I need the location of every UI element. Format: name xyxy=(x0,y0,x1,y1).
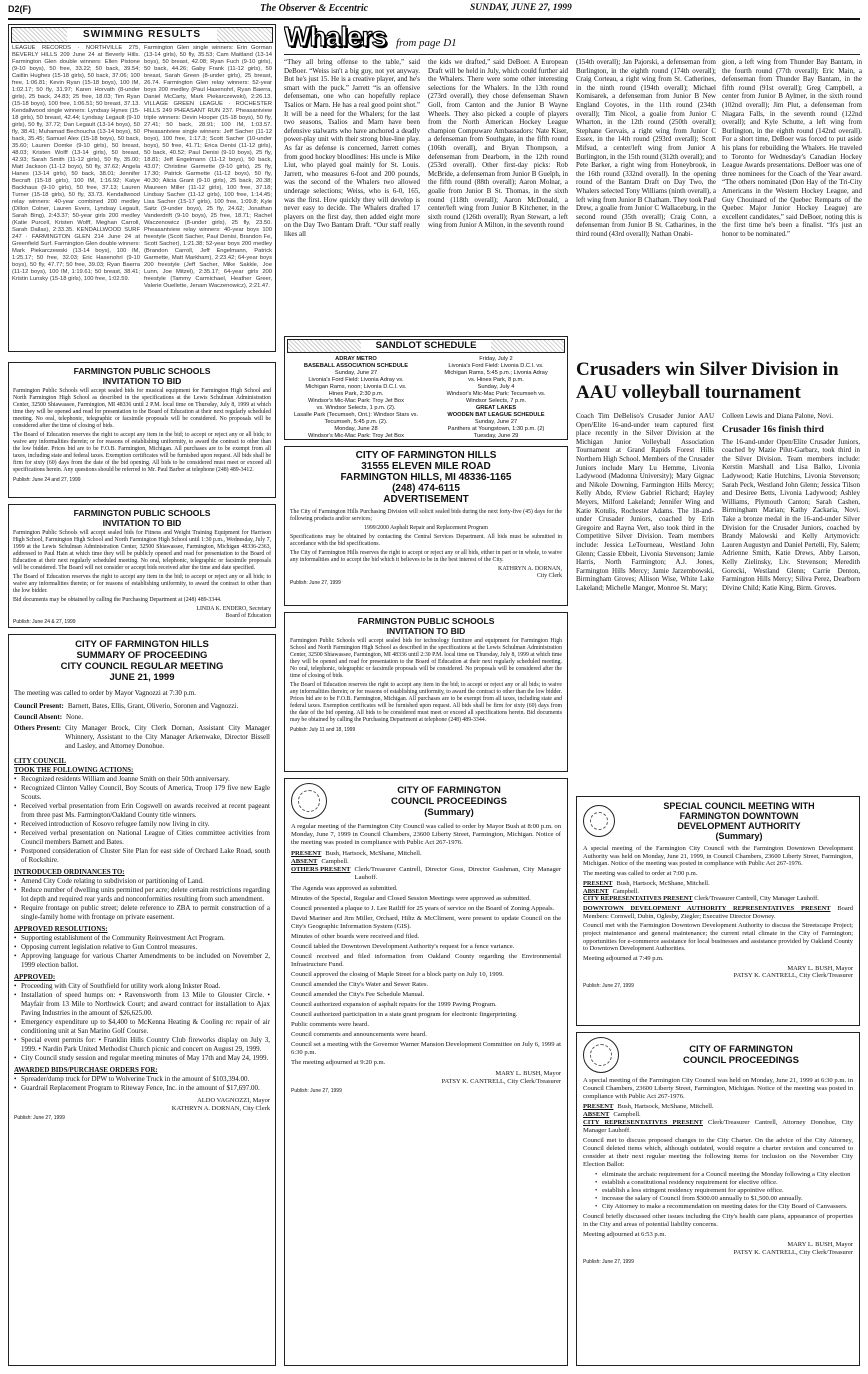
cfh-publish: Publish: June 27, 1999 xyxy=(290,580,341,586)
list-item: David Mariner and Jim Miller, Orchard, Hiltz & McCliment, were present to update Council on the City's Geographic Information System (GIS). xyxy=(291,915,561,930)
schedule-line: Panthers at Youngstown, 1:30 p.m. (2) xyxy=(447,426,545,432)
special-title-3: DEVELOPMENT AUTHORITY xyxy=(677,821,801,831)
special-paragraph-4: Meeting adjourned at 7:49 p.m. xyxy=(583,955,664,963)
list-item: • establish a less stringent residency requirement for appointive office. xyxy=(595,1187,853,1195)
list-item: • Approving language for various Charter Amendments to be included on November 2, 1999 election ballot. xyxy=(14,952,270,970)
farmington-council-proceedings xyxy=(576,1032,860,1366)
list-item: Council set a meeting with the Governor Warner Mansion Development Committee on July 6, 1999 at 6:30 p.m. xyxy=(291,1041,561,1056)
list-item: • Emergency expenditure up to $4,400 to McKenna Heating & Cooling re: repair of air conditioning unit at San Marino Golf Course. xyxy=(14,1018,270,1036)
list-item: • Reduce number of dwelling units permitted per acre; delete certain restrictions regarding lot depth and required rear yards and nonconformities resulting from such amendment. xyxy=(14,886,270,904)
list-item: The meeting adjourned at 9:20 p.m. xyxy=(291,1059,386,1066)
city-seal-icon xyxy=(583,1037,619,1073)
schedule-line: Windsor's Mic-Mac Park: Tecumseh vs. xyxy=(446,391,546,397)
ccp2-paragraph-1: A special meeting of the Farmington City Council was held on Monday, June 21, 1999 at 6:30 p.m. in Council Chambers, 23600 Liberty Street, Farmington, Michigan. Notice of the meeting was posted in compliance with Public Act 267-1976. xyxy=(583,1077,853,1100)
fps2-paragraph-1: Farmington Public Schools will accept sealed bids for Fitness and Weight Training Equipment for Harrison High School, Farmington High School and North Farmington High School until 1:30 p.m., Wednesday, July 7, 1999 at the Lewis Schulman Administration Center, 32500 Shiawassee, Farmington, Michigan 48336-2363, addressed to Paul Hain at which time they will be publicly opened and read for presentation to the Board of Education at their next regularly scheduled meeting. No oral, telephonic, telegraphic or facsimile proposals will be considered. The Board will not consider or accept bids received after the time and date specified. xyxy=(13,530,271,571)
ccp1-others-label: OTHERS PRESENT xyxy=(291,866,351,873)
fhp-intro-heading: INTRODUCED ORDINANCES TO: xyxy=(14,868,125,876)
schedule-line: vs. Windsor Selects, 1 p.m. (2). xyxy=(316,405,396,411)
cfh-signature xyxy=(290,566,562,580)
special-clerk: PATSY K. CANTRELL, City Clerk/Treasurer xyxy=(733,972,853,980)
sandlot-title-banner xyxy=(287,339,565,353)
list-item: Council authorized participation in a state grant program for electronic fingerprinting. xyxy=(291,1011,518,1018)
special-rep: Clerk/Treasurer Cantrell, City Manager Lauhoff. xyxy=(694,895,819,903)
fhp-took-heading: TOOK THE FOLLOWING ACTIONS: xyxy=(14,766,134,774)
schedule-heading: WOODEN BAT LEAGUE SCHEDULE xyxy=(447,412,545,418)
crusaders-column-1: Coach Tim DeBeliso's Crusader Junior AAU Open/Elite 16-and-under team captured first place recently in the Silver Division at the Michigan Junior Volleyball Association Tournament at Grand Rapids Forest Hills Northern High School. Members of the Crusader Juniors include Mary Lu Hemme, Livonia Ladywood (Madonna University); Mary Gignac and Nikole Downing, Farmington Hills Mercy; Kelly Abdo, R'view Gabriel Richard; Hayley Meyers, Milford Lakeland; Jennifer Wing and Katie Kotulis, Rochester Adams. The 18-and-under Crusader Juniors, coached by Erin Gregoire and Rayna Vert, also took third in the Competitive Silver Division. Team members include: Jessica LeTourneau, Westland John Glenn; Cassie Ebbeit, Livonia Stevenson; Jamie Harris, North Farmington; A.J. Jones, Farmington Hills Mercy; Jamie Jarzembowski, Birmingham Groves; Allison Wise, White Lake Lakeland; Michelle Manger, Monroe St. Mary; xyxy=(576,412,714,592)
special-title-1: SPECIAL COUNCIL MEETING WITH xyxy=(663,801,815,811)
ccp1-publish: Publish: June 27, 1999 xyxy=(291,1088,342,1094)
list-item: • City Council study session and regular meeting minutes of May 17th and May 24, 1999. xyxy=(14,1054,270,1063)
list-item: • eliminate the archaic requirement for a Council meeting the Monday following a City election xyxy=(595,1171,853,1179)
sandlot-right-column xyxy=(429,356,563,440)
fhp-ordinances-list xyxy=(14,877,270,922)
fps2-signer-title: Board of Education xyxy=(225,612,271,619)
farmington-council-proceedings-summary xyxy=(284,778,568,1366)
list-item: • establish a constitutional residency requirement for elective office. xyxy=(595,1179,853,1187)
schedule-line: Windsor Selects, 7 p.m. xyxy=(465,398,527,404)
swimming-title-banner xyxy=(11,27,273,43)
list-item: • Proceeding with City of Southfield for utility work along Inkster Road. xyxy=(14,982,270,991)
cfh-paragraph-3: The City of Farmington Hills reserves the right to accept or reject any or all bids, either in part or in whole, to waive any informalities and to accept the bid which it believes to be in the best interest of the City. xyxy=(290,550,562,563)
crusaders-column-2-body: The 16-and-under Open/Elite Crusader Juniors, coached by Mazie Pilut-Garbarz, took third in the Silver Division. Team members include: Kerstin Marshall and Lisa Balko, Livonia Ladywood; Katie Hutchins, Livonia Stevenson; Sarah Peck, Westland John Glenn; Jessica Tilson and Desiree Betts, Livonia Ladywood; Ashley Williams, Plymouth Canton; Sarah Cashen, Birmingham Marian; Kathy Zackaria, Novi. Take a bronze medal in the 16-and-under Silver Division for the Crusader Juniors, coached by Brandy Malowski and Kelly Artymovich: Lauren Augustyn and Daniel Pertelli, Fly, Salem; Adrienne Smith, Katie Drews, Abby Larson, Kelly Zielinsky, Liv. Stevenson; Meredith Gorecki, Westland Glenn; Carrie Denton, Farmington Hills Mercy; Siliva Perez, Dearborn Divine Child; Katie King, Birm. Groves. xyxy=(722,437,860,592)
list-item: • Received verbal presentation on National League of Cities committee activities from Council members Barnett and Bates. xyxy=(14,829,270,847)
fhp-others: City Manager Brock, City Clerk Dornan, Assistant City Manager Whinnery, Assistant to the City Manager Arkenwake, Director Bissell and Lasley, and Attorney Donohue. xyxy=(65,724,270,750)
list-item: Council amended the City's Water and Sewer Rates. xyxy=(291,981,429,988)
ccp1-others: Clerk/Treasurer Cantrell, Director Goss, Director Gushman, City Manager Lauhoff. xyxy=(354,866,561,881)
fps-fitness-bid-notice xyxy=(8,504,276,628)
sandlot-left-column xyxy=(289,356,423,440)
schedule-line: Sunday, June 27 xyxy=(474,419,518,425)
fps2-signature xyxy=(13,606,271,619)
crusaders-column-2-top: Colleen Lewis and Diana Palone, Novi. xyxy=(722,412,834,420)
ccp1-absent: Campbell. xyxy=(321,858,349,865)
schedule-line: Windsor's Mic-Mac Park: Troy Jet Box xyxy=(308,433,404,439)
fps3-paragraph-2: The Board of Education reserves the right to accept any item in the bid; to accept or reject any or all bids; to waive any informalities therein; or for reasons of establishing uniformity, to award the contract to other than the low bidder. Prices bid are to be F.O.B. Farmington, Michigan. All purchases are to be exempt from all taxes, including state and federal taxes. Exemption certificates will be furnished upon request. All bids shall be firm for sixty (60) days from the date of the bid opening. All bids to be considered must meet or exceed all specifications herein. Bid documents may be obtained by calling the Purchasing Department at telephone (248) 489-3344. xyxy=(290,682,562,723)
fhp-signature xyxy=(14,1097,270,1112)
ccp1-title-1: CITY OF FARMINGTON xyxy=(397,784,501,796)
schedule-line: Michigan Rams, noon; Livonia D.C.I. vs. xyxy=(305,384,407,390)
fps2-paragraph-3: Bid documents may be obtained by calling the Purchasing Department at (248) 489-3344. xyxy=(13,597,222,603)
fps2-paragraph-2: The Board of Education reserves the right to accept any item in the bid; to accept or reject any or all bids; to waive any informalities therein; or for reasons of establishing uniformity, to award the contract to other than the low bidder. xyxy=(13,574,271,594)
schedule-line: Lasalle Park (Tecumseh, Ont.): Windsor Stars vs. Tecumseh, 5:45 p.m. (2). xyxy=(293,412,419,425)
ccp2-mayor: MARY L. BUSH, Mayor xyxy=(787,1241,853,1248)
list-item: Council amended the City's Fee Schedule Manual. xyxy=(291,991,425,998)
fps2-signer: LINDA K. ENDERO, Secretary xyxy=(196,606,271,612)
list-item: • Require frontage on public street; delete reference to ZBA to permit construction of a single-family home with frontage on private easement. xyxy=(14,904,270,922)
special-council-meeting-notice xyxy=(576,796,860,1026)
list-item: Public comments were heard. xyxy=(291,1021,370,1028)
fps1-subtitle: INVITATION TO BID xyxy=(102,376,182,386)
swimming-results-box xyxy=(8,24,276,352)
fhp-present-label: Council Present: xyxy=(14,702,64,710)
cfh-signer: KATHRYN A. DORNAN, xyxy=(497,566,562,572)
ccp2-rep-label: CITY REPRESENTATIVES PRESENT xyxy=(583,1119,703,1126)
cfh-ad-label: ADVERTISEMENT xyxy=(383,494,469,505)
list-item: • Received verbal presentation from Erin Cogswell on awards received at recent pageant from three past Ms. Farmington/Oakland County title winners. xyxy=(14,802,270,820)
list-item: Council presented a plaque to J. Lee Ratliff for 25 years of service on the Board of Zoning Appeals. xyxy=(291,905,555,912)
schedule-line: Sunday, June 27 xyxy=(334,370,378,376)
list-item: Council comments and announcements were heard. xyxy=(291,1031,427,1038)
special-paragraph-3: Council met with the Farmington Downtown Development Authority to discuss the Streetscape Project; project maintenance and general maintenance; the current retail climate in the City of Farmington; opportunities for e-commerce assistance for local businesses and assistance provided by Oakland County to Downtown Development Authorities. xyxy=(583,922,853,953)
fhp-mayor: ALDO VAGNOZZI, Mayor xyxy=(197,1097,270,1104)
fhp-res-heading: APPROVED RESOLUTIONS: xyxy=(14,925,108,933)
list-item: Minutes of the Special, Regular and Closed Session Meetings were approved as submitted. xyxy=(291,895,531,902)
fps1-paragraph-2: The Board of Education reserves the right to accept any item in the bid; to accept or reject any or all bids; to waive any informalities therein; or for reasons of establishing uniformity, to award the contract to other than the low bidder. Prices bid are to be F.O.B. Farmington, Michigan. All purchases are to be exempt from all taxes, including state and federal taxes. Exemption certificates will be furnished upon request. All bids shall be firm for sixty (60) days from the date of the bid opening. All bids to be considered must meet or exceed all specifications herein. Any questions should be referred to Mr. Paul Barber at telephone (248) 489-3412. xyxy=(13,432,271,473)
schedule-line: vs. Hines Park, 8 p.m. xyxy=(468,377,524,383)
fhp-present: Barnett, Bates, Ellis, Grant, Oliverio, Soronen and Vagnozzi. xyxy=(67,702,239,710)
list-item: Council received and filed information from Oakland County regarding the Environmental Infrastructure Fund. xyxy=(291,953,561,968)
fhp-absent: None. xyxy=(66,713,83,721)
special-absent-label: ABSENT xyxy=(583,887,609,895)
fps1-title: FARMINGTON PUBLIC SCHOOLS xyxy=(73,366,211,376)
list-item: • City Attorney to make a recommendation on meeting dates for the City Board of Canvassers. xyxy=(595,1203,853,1211)
schedule-heading: GREAT LAKES xyxy=(475,405,517,411)
swimming-column-2: Farmington Glen single winners: Erin Gorman (13-14 girls), 50 fly, 35.53; Cam Maitland (13-14 boys), 50 breast, 42.08; Ryan Fuch (9-10 girls), 50 back, 44.26; Gaby Frank (11-12 girls), 50 breast, Sarah Green (8-under girls), 25 breast, 26.74. Farmington Glen relay winners: 52-year boys 200 medley (Paul Hasenohrl, Ryan Baerra, Daniel McCarty, Mark Piekarczewski), 2:26.13. VILLAGE GREEN LEAGUE · ROCHESTER HILLS 249 PHEASANT RUN 237. Pheasantview triple winners: Devin Hooper (15-18 boys), 50 fly, 27.41; 50 back, 28.91; 100 IM, 1:03.57. Pheasantview single winners: Jeff Sacher (11-12 boys), 100 free, 1:17.3; Scott Sacher (10-under boys), 50 free, 41.71; Erica Denisi (11-12 girls), 50 back, 40.52; Paul Denisi (9-10 boys), 25 fly, 18.81; Jeff Engelmann (11-12 boys), 50 back, 43.07; Christine Garmette (9-10 girls), 25 fly, 17.30; Patrick Garmette (11-12 boys), 50 fly, 40.30; Alicia Grant (9-10 girls), 25 back, 20.38; Maureen Miller (11-12 girls), 100 free, 37.18; Lindsay Sacher (11-12 girls), 100 free, 1:14.45; Lisa Sacher (15-17 girls), 100 free, 1:09.8; Kyle Saitz (9-under boys), 25 fly, 24.62; Jonathan Vanderdrift (9-10 boys), 25 free, 18.71; Rachel Waczenowicz (8-under girls), 25 fly, 23.50. Pheasantview relay winners: 40-year boys 100 freestyle (Scott Sacher, Paul Denisi, Brandon Fe, Scott Sacher), 1:21.38; 52-year boys 200 medley (Brandon Carroll, Jeff Engelmann, Patrick Garmette, Matt Markham), 2:23.42; 64-year boys 200 freestyle (Jeff Sacher, Mike Sakkle, Joe Lunn, Joe Mitzel), 2:35.17; 64-year girls 200 freestyle (Tammy Carmichael, Heather Greer, Valerie Ouellette, Jenam Waczenowicz), 2:21.47. xyxy=(144,45,272,289)
ccp2-present: Bush, Hartsock, McShane, Mitchell. xyxy=(617,1103,714,1110)
ccp2-title-2: COUNCIL PROCEEDINGS xyxy=(683,1055,799,1066)
sandlot-title: SANDLOT SCHEDULE xyxy=(361,340,491,352)
list-item: • Spreader/dump truck for DPW to Wolverine Truck in the amount of $103,394.00. xyxy=(14,1075,270,1084)
fps3-publish: Publish: July 11 and 18, 1999 xyxy=(290,727,356,733)
ccp1-clerk: PATSY K. CANTRELL, City Clerk/Treasurer xyxy=(441,1077,561,1085)
cfh-title-1: CITY OF FARMINGTON HILLS xyxy=(355,450,497,461)
list-item: • Recognized Clinton Valley Council, Boy Scouts of America, Troop 179 five new Eagle Scouts. xyxy=(14,784,270,802)
ccp1-present-label: PRESENT xyxy=(291,850,322,857)
ccp2-title-1: CITY OF FARMINGTON xyxy=(689,1044,793,1055)
schedule-line: Livonia's Ford Field: Livonia Adray vs. xyxy=(308,377,404,383)
schedule-heading: BASEBALL ASSOCIATION SCHEDULE xyxy=(303,363,409,369)
swimming-column-1: LEAGUE RECORDS · NORTHVILLE 275, BEVERLY HILLS 209 June 24 at Beverly Hills. Farmington Glen double winners: Ellen Pistone (9-10 boys), 50 free, 33.22; 50 back, 39.54; Caitlin Hughes (15-18 girls), 50 back, 37.06; 100 free, 1:06.81; Kevin Ryan (15-18 boys), 100 IM, 1:02.17; 50 fly, 31.97; Karen Horvath (8-under girls), 25 back, 24.83; 25 free, 18.03; Tim Ryan (15-18 boys), 100 free, 1:06.51; 50 breast, 37.13. Kendallwood single winners: Lyndsay Hynes (15-18 girls), 50 breast, 42.44; Lyndsay Legault (9-10 girls), 50 fly, 37.72; Dan Legault (13-14 boys), 50 fly, 38.41; Muhamad Bechoucha (13-14 boys), 50 back, 35.45; Samuel Alex (15-18 boys), 50 back, 35.60; Lauren Domke (9-10 girls), 50 breast, 48.03; Kristen Wolff (13-14 girls), 50 breast, 42.93; Sarah Smith (11-12 girls), 50 fly, 35.00; Matt Jackson (11-12 boys), 50 fly, 37.62; Angela Hanes (13-14 girls), 50 back, 38.01; Jennifer Becraft (15-18 girls), 100 IM, 1:16.92; Katye Backhaus (9-10 girls), 50 free, 37.13; Lauren Turner (15-18 girls), 50 fly, 33.73. Kendallwood relay winners: 40-year combined 200 medley (Dillon Colner, Lauren Evers, Lyndsay Legault, Sarah Bing), 2:43.37; 50-year girls 200 medley (Katie Purcell, Kristen Wolff, Meghan Carroll, Sarah Dallas), 2:33.35. KENDALLWOOD SURF 247 · FARMINGTON GLEN 214 June 24 at Greenfield Surf. Farmington Glen double winners: Mark Piekarczewski (13-14 boys), 100 IM, 1:25.17; 50 free, 32.03; Eric Hasenohrl (9-10 boys), 50 fly, 47.77; 50 free, 39.03; Ryan Baerra (11-12 boys), 100 IM, 1:19.61; 50 breast, 38.41; Kristin Lunsky (15-18 girls), 100 free, 1:02.59. xyxy=(12,45,140,282)
fps3-subtitle: INVITATION TO BID xyxy=(386,626,466,636)
ccp1-items-list xyxy=(291,885,561,1067)
list-item: Minutes of other boards were received and filed. xyxy=(291,933,420,940)
ccp2-paragraph-3: Council briefly discussed other issues including the City's health care plans, appearance of properties in the City and areas of potential liability concerns. xyxy=(583,1213,853,1228)
fhp-title-2: SUMMARY OF PROCEEDING xyxy=(76,650,208,661)
fhp-app-heading: APPROVED: xyxy=(14,973,56,981)
fhp-title-1: CITY OF FARMINGTON HILLS xyxy=(75,639,209,650)
fps-technology-bid-notice xyxy=(284,612,568,772)
special-publish: Publish: June 27, 1999 xyxy=(583,982,634,989)
special-title-2: FARMINGTON DOWNTOWN xyxy=(679,811,799,821)
schedule-line: Windsor's Mic-Mac Park: Troy Jet Box xyxy=(308,398,404,404)
crusaders-headline: Crusaders win Silver Division in AAU volleyball tournament xyxy=(576,359,839,403)
fhp-clerk: KATHRYN A. DORNAN, City Clerk xyxy=(171,1104,270,1112)
fps1-paragraph-1: Farmington Public Schools will accept sealed bids for musical equipment for Farmington High School and North Farmington High School as described in the specifications at the Lewis Schulman Administration Center, 32500 Shiawassee, Farmington, MI 48336 until 2 P.M. local time on Thursday, July 8, 1999 at which time they will be opened and read for presentation to the Board of Education at their next regularly scheduled meeting. No oral, telephonic, telegraphic or facsimile proposals will be considered. No proposals will be considered after the time of closing of bids. xyxy=(13,388,271,429)
ccp1-mayor: MARY L. BUSH, Mayor xyxy=(495,1070,561,1077)
fps2-title: FARMINGTON PUBLIC SCHOOLS xyxy=(73,508,211,518)
list-item: • increase the salary of Council from $300.00 annually to $1,500.00 annually. xyxy=(595,1195,853,1203)
schedule-line: Tuesday, June 29 xyxy=(473,433,519,439)
fhp-award-heading: AWARDED BIDS/PURCHASE ORDERS FOR: xyxy=(14,1066,158,1074)
fps3-title: FARMINGTON PUBLIC SCHOOLS xyxy=(357,616,495,626)
ccp2-clerk: PATSY K. CANTRELL, City Clerk/Treasurer xyxy=(733,1248,853,1256)
whalers-headline-wrap xyxy=(284,22,584,54)
ccp2-paragraph-4: Meeting adjourned at 6:53 p.m. xyxy=(583,1231,667,1238)
ccp1-signature xyxy=(291,1070,561,1085)
special-present-label: PRESENT xyxy=(583,879,613,887)
cfh-title-3: FARMINGTON HILLS, MI 48336-1165 xyxy=(340,472,512,483)
list-item: • Amend City Code relating to subdivision or partitioning of Land. xyxy=(14,877,270,886)
whalers-jump: from page D1 xyxy=(395,37,457,49)
cfh-advertisement xyxy=(284,446,568,606)
crusaders-subhead: Crusader 16s finish third xyxy=(722,424,824,435)
cfh-signer-title: City Clerk xyxy=(536,573,562,579)
fhp-resolutions-list xyxy=(14,934,270,970)
special-present: Bush, Hartsock, McShane, Mitchell. xyxy=(616,879,710,887)
list-item: • Installation of speed humps on: • Ravensworth from 13 Mile to Glouster Circle. • Mayfair from 13 Mile to Northwick Court; and award contract for installation to Ajax Paving Industries in the amount of $26,625.00. xyxy=(14,991,270,1018)
ccp1-absent-label: ABSENT xyxy=(291,858,318,865)
ccp1-paragraph-1: A regular meeting of the Farmington City Council was called to order by Mayor Bush at 8:00 p.m. on Monday, June 7, 1999 in Council Chambers, 23600 Liberty Street, Farmington, Michigan. Notice of the meeting was posted in compliance with Public Act 267-1976. xyxy=(291,823,561,846)
list-item: • Supporting establishment of the Community Reinvestment Act Program. xyxy=(14,934,270,943)
issue-date: SUNDAY, JUNE 27, 1999 xyxy=(470,3,572,13)
list-item: Council tabled the Downtown Development Authority's request for a fence variance. xyxy=(291,943,515,950)
list-item: Council approved the closing of Maple Street for a block party on July 10, 1999. xyxy=(291,971,504,978)
fps2-publish: Publish: June 24 & 27, 1999 xyxy=(13,619,76,625)
fhp-actions-list xyxy=(14,775,270,865)
special-paragraph-2: The meeting was called to order at 7:00 p.m. xyxy=(583,870,698,878)
ccp1-title-3: (Summary) xyxy=(424,806,474,818)
schedule-line: Hines Park, 2:30 p.m. xyxy=(328,391,384,397)
whalers-column-4: gion, a left wing from Thunder Bay Bantam, in the fourth round (77th overall); Eric Main, a defenseman from Thunder Bay Bantam, in the fifth round (91st overall); Greg Campbell, a center from Junior B Aylmer, in the sixth round (102nd overall); Jim Plut, a defenseman from Niagara Falls, in the seventh round (122nd overall); and Kyle Schutte, a left wing from Burlington, in the eighth round (142nd overall). For a short time, DeBoer was forced to put aside his plans for rebuilding the Whalers. He traveled to Toronto for Wednesday's Canadian Hockey League Awards presentations. DeBoer was one of three nominees for the Coach of the Year award. “The others nominated (Don Hay of the Tri-City Americans in the Western Hockey League, and Guy Chouinard of the Quebec Remparts of the Quebec Major Junior Hockey League) are excellent candidates,” said DeBoer, noting this is the first time he's been a finalist. “It's just an honor to be nominated.” xyxy=(722,58,862,238)
city-seal-icon xyxy=(291,783,327,819)
fps3-paragraph-1: Farmington Public Schools will accept sealed bids for technology furniture and equipment for Farmington High School and North Farmington High School as described in the specifications at the Lewis Schulman Administration Center, 32500 Shiawassee, Farmington, MI 48336 until 2:30 P.M. local time on Thursday, July 8, 1999 at which time they will be opened and read for presentation to the Board of Education at their next regularly scheduled meeting. No oral, telephonic, telegraphic or facsimile proposals will be considered. No proposals will be considered after the time of closing of bids. xyxy=(290,638,562,679)
list-item: • Postponed consideration of Cluster Site Plan for east side of Orchard Lake Road, south of Rockshire. xyxy=(14,847,270,865)
whalers-column-2: the kids we drafted,” said DeBoer. A European Draft will be held in July, which could further aid the Whalers. There were some other interesting selections for the Whalers. In the 13th round (273rd overall), they chose defenseman Shawn Goll, from Canton and the Junior B Wayne Wheels. They also picked a couple of players from the North American Hockey League champion Compuware Ambassadors: Nate Kiser, a defenseman from Southgate, in the fifth round (106th overall), and Bryan Thompson, a defenseman from Dearborn, in the 12th round (253rd overall). Other first-day picks: Rob McBride, a defenseman from Junior B Guelph, in the fifth round (88th overall); Aaron Molnar, a goalie from Junior B St. Thomas, in the sixth round (118th overall); Aaron McDonald, a center/left wing from Junior B Kitchener, in the sixth round (126th overall); Ryan Stewart, a left wing from Junior A Milton, in the seventh round xyxy=(428,58,568,230)
ccp2-absent-label: ABSENT xyxy=(583,1111,610,1118)
list-item: • Received introduction of Kosovo refugee family now living in city. xyxy=(14,820,270,829)
fhp-council-heading: CITY COUNCIL xyxy=(14,757,67,765)
cfh-item: 1999/2000 Asphalt Repair and Replacement Program xyxy=(364,525,488,531)
ccp2-rep: Clerk/Treasurer Cantrell, Attorney Donohue, City Manager Lauhoff. xyxy=(583,1119,853,1134)
special-absent: Campbell. xyxy=(612,887,640,895)
schedule-line: Livonia's Ford Field: Livonia D.C.I. vs. xyxy=(448,363,544,369)
list-item: • Guardrail Replacement Program to Riteway Fence, Inc. in the amount of $17,697.00. xyxy=(14,1084,270,1093)
whalers-column-1: “They all bring offense to the table,” said DeBoer. “Weiss isn't a big guy, not yet anyway. But he's just 15. He is a creative player, and he's smart with the puck.” Jarrett “is an offensive defenseman, one who can hopefully replace Tsalios or Marn. He has a real good point shot.” It will be a need for the Whalers; for the last two seasons, Tsalios and Marn have been defensive stalwarts who have anchored a deadly power-play unit with their strong blue-line play. As far as defense is concerned, Jarrett comes from good hockey bloodlines: His uncle is Mike Liut, who played goal mainly for St. Louis. Jarrett, who measures 6-foot and 200 pounds, was the second of the Whalers two allowed underage selections; Weiss, who is 6-0, 165, was the first. How quickly they will develop is never easy to decide. The Whalers drafted 17 players on the first day, then added eight more on the Day Two Bantam Draft. “Our staff really likes all xyxy=(284,58,420,238)
cfh-paragraph-2: Specifications may be obtained by contacting the Central Services Department. All bids must be submitted in accordance with the bid specifications. xyxy=(290,534,562,547)
special-dda: Board Members: Cornwell, Dubin, Oglesby, Ziegler; Executive Director Downey. xyxy=(583,904,853,920)
list-item: Council authorized expansion of asphalt repairs for the 1999 Paving Program. xyxy=(291,1001,497,1008)
ccp1-present: Bush, Hartsock, McShane, Mitchell. xyxy=(325,850,422,857)
swimming-title: SWIMMING RESULTS xyxy=(67,28,217,42)
special-mayor: MARY L. BUSH, Mayor xyxy=(787,964,853,972)
farmington-hills-council-proceedings xyxy=(8,634,276,1366)
fps-musical-bid-notice xyxy=(8,362,276,498)
fhp-awards-list xyxy=(14,1075,270,1093)
special-signature xyxy=(583,965,853,980)
ccp2-present-label: PRESENT xyxy=(583,1103,614,1110)
ccp2-absent: Campbell. xyxy=(613,1111,641,1118)
newspaper-name: The Observer & Eccentric xyxy=(260,3,369,14)
schedule-line: Michigan Rams, 5:45 p.m.; Livonia Adray xyxy=(444,370,548,376)
special-title-4: (Summary) xyxy=(715,831,763,841)
special-rep-label: CITY REPRESENTATIVES PRESENT xyxy=(583,895,693,903)
fhp-title-3: CITY COUNCIL REGULAR MEETING xyxy=(60,661,224,672)
schedule-line: Friday, July 2 xyxy=(479,356,513,362)
fhp-approved-list xyxy=(14,982,270,1063)
ccp2-signature xyxy=(583,1241,853,1256)
special-dda-label: DOWNTOWN DEVELOPMENT AUTHORITY REPRESENTATIVES PRESENT xyxy=(583,904,831,912)
whalers-column-3: (154th overall); Jan Pajorski, a defenseman from Burlington, in the eighth round (174th overall); Craig Corteau, a right wing from St. Catherines, in the ninth round (194th overall); Michael Komisarek, a defenseman from Junior B New England Coyotes, in the 11th round (234th overall); Tim Nicol, a goalie from Junior C Wharton, in the 12th round (250th overall); Stephane Gervais, a right wing from Junior C Essex, in the 14th round (293rd overall); Scott Mifsud, a center/left wing from Junior A Burlington, in the 15th round (312th overall); and Pete Barker, a right wing from Honeybrook, in the 16th round (332nd overall). In the opening round of the Bantam Draft on Day Two, the Whalers selected Tony Williams (ninth overall), a left wing from Junior B Chatham. They took Paul Drew, a goalie from Junior C Wallaceburg, in the second round (35th overall); Craig Conn, a defenseman from Junior B St. Catharines, in the third round (43rd overall); Nathan Onabi- xyxy=(576,58,716,238)
fhp-absent-label: Council Absent: xyxy=(14,713,63,721)
fhp-publish: Publish: June 27, 1999 xyxy=(14,1115,65,1121)
ccp2-publish: Publish: June 27, 1999 xyxy=(583,1259,634,1265)
schedule-heading: ADRAY METRO xyxy=(335,356,377,362)
list-item: The Agenda was approved as submitted. xyxy=(291,885,398,892)
schedule-line: Sunday, July 4 xyxy=(477,384,515,390)
whalers-headline: Whalers xyxy=(284,22,386,52)
city-seal-icon xyxy=(583,805,615,837)
ccp1-title-2: COUNCIL PROCEEDINGS xyxy=(391,795,507,807)
list-item: • Opposing current legislation relative to Gun Control measures. xyxy=(14,943,270,952)
cfh-title-2: 31555 ELEVEN MILE ROAD xyxy=(361,461,491,472)
schedule-line: Monday, June 28 xyxy=(334,426,378,432)
ccp2-ballot-items xyxy=(583,1171,853,1211)
cfh-paragraph-1: The City of Farmington Hills Purchasing Division will solicit sealed bids during the next forty-five (45) days for the following products and/or services; xyxy=(290,509,562,522)
fps2-subtitle: INVITATION TO BID xyxy=(102,518,182,528)
ccp2-paragraph-2: Council met to discuss proposed changes to the City Charter. On the advice of the City Attorney, Council deleted items which, although outdated, would require a charter revision and concurred to consider at their next regular meeting the following items for inclusion on the November City Election Ballot: xyxy=(583,1137,853,1168)
fhp-intro: The meeting was called to order by Mayor Vagnozzi at 7:30 p.m. xyxy=(14,689,197,697)
page-number: D2(F) xyxy=(8,4,31,14)
special-paragraph-1: A special meeting of the Farmington City Council with the Farmington Downtown Development Authority was held on Monday, June 21, 1999, in Council Chambers, 23600 Liberty Street, Farmington, Michigan. Notice of the meeting was posted in compliance with Public Act 267-1976. xyxy=(583,845,853,868)
fhp-title-4: JUNE 21, 1999 xyxy=(109,672,175,683)
fhp-others-label: Others Present: xyxy=(14,724,62,732)
fps1-publish: Publish: June 24 and 27, 1999 xyxy=(13,477,81,483)
sandlot-schedule-box xyxy=(284,336,568,440)
list-item: • Recognized residents William and Joanne Smith on their 50th anniversary. xyxy=(14,775,270,784)
cfh-phone: (248) 474-6115 xyxy=(392,483,460,494)
list-item: • Special event permits for: • Franklin Hills Country Club fireworks display on July 3, 1999. • Nardin Park United Methodist Church picnic and concert on August 29, 1999. xyxy=(14,1036,270,1054)
